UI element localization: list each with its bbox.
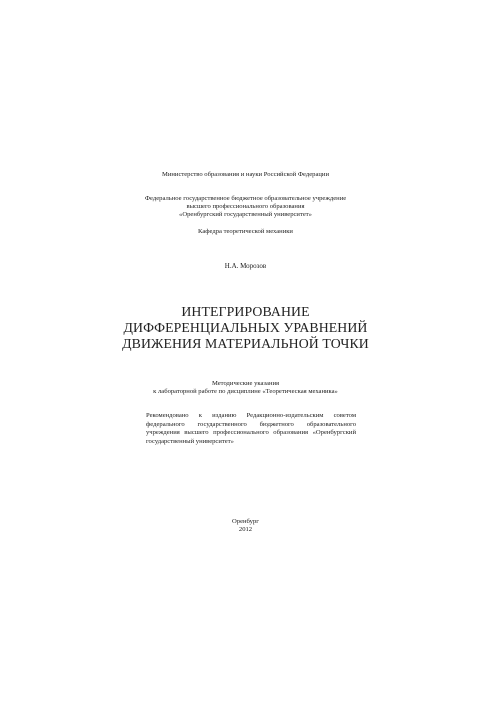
recommendation-block bbox=[146, 412, 356, 446]
subtitle-line-2: к лабораторной работе по дисциплине «Теоретическая механика» bbox=[153, 388, 338, 395]
recommendation-line-3: учреждения высшего профессионального образования «Оренбургский bbox=[146, 429, 356, 436]
institution-line-2: высшего профессионального образования bbox=[186, 203, 305, 210]
subtitle-line-1: Методические указания bbox=[211, 380, 280, 387]
title-line-2: ДИФФЕРЕНЦИАЛЬНЫХ УРАВНЕНИЙ bbox=[123, 320, 368, 335]
title-line-1: ИНТЕГРИРОВАНИЕ bbox=[181, 304, 310, 319]
department-line: Кафедра теоретической механики bbox=[198, 228, 293, 235]
recommendation-line-1: Рекомендовано к изданию Редакционно-издательским советом bbox=[146, 412, 356, 419]
year: 2012 bbox=[238, 526, 253, 533]
author-name: Н.А. Морозов bbox=[224, 262, 267, 270]
city: Оренбург bbox=[232, 518, 259, 525]
title-line-3: ДВИЖЕНИЯ МАТЕРИАЛЬНОЙ ТОЧКИ bbox=[122, 336, 369, 351]
recommendation-line-4: государственный университет» bbox=[146, 437, 234, 445]
recommendation-line-2: федерального государственного бюджетного образовательного bbox=[146, 420, 356, 428]
institution-line-1: Федеральное государственное бюджетное образовательное учреждение bbox=[144, 195, 347, 202]
ministry-line: Министерство образования и науки Российской Федерации bbox=[162, 171, 329, 178]
institution-line-3: «Оренбургский государственный университет» bbox=[179, 211, 312, 218]
